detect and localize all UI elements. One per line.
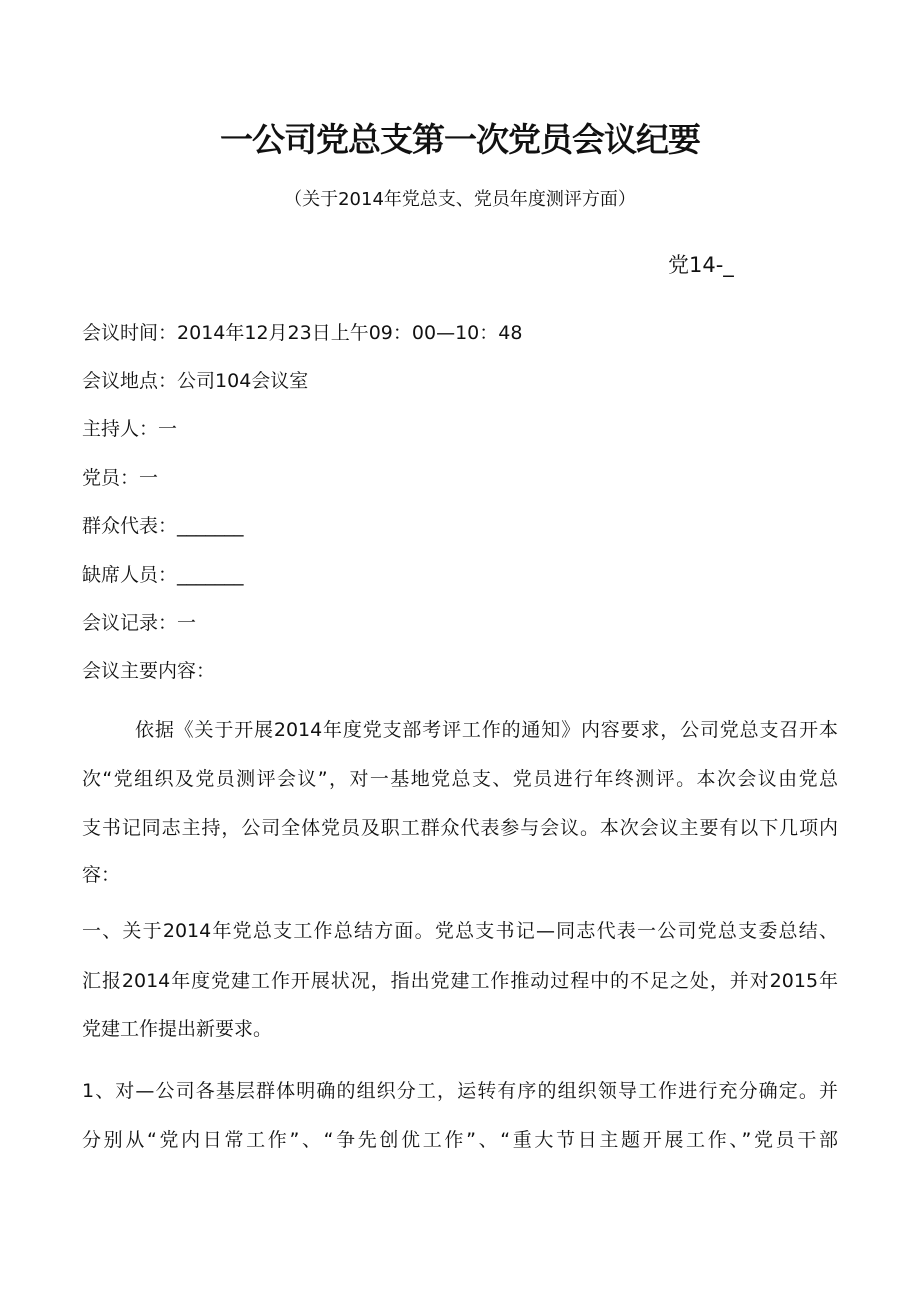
- meeting-time-value: 2014年12月23日上午09：00—10：48: [177, 322, 523, 344]
- meeting-time: [82, 318, 522, 348]
- intro-line: 依据《关于开展2014年度党支部考评工作的通知》内容要求，公司党总支召开本: [135, 719, 838, 741]
- intro-line: 次“党组织及党员测评会议”，对一基地党总支、党员进行年终测评。本次会议由党总: [82, 768, 838, 790]
- section1-line: 党建工作提出新要求。: [82, 1018, 273, 1040]
- meeting-absent: [82, 560, 244, 590]
- document-subtitle: （关于2014年党总支、党员年度测评方面）: [284, 189, 636, 210]
- meeting-host: [82, 414, 177, 444]
- section1-line: 一、关于2014年党总支工作总结方面。党总支书记—同志代表一公司党总支委总结、: [82, 920, 838, 942]
- document-number: 党14-_: [668, 253, 734, 277]
- document-title: 一公司党总支第一次党员会议纪要: [220, 120, 700, 159]
- meeting-host-label: 主持人：: [82, 418, 159, 440]
- meeting-recorder-label: 会议记录：: [82, 612, 178, 634]
- intro-line: 容：: [82, 864, 121, 886]
- meeting-representatives: [82, 511, 244, 541]
- meeting-members-label: 党员：: [82, 467, 140, 489]
- meeting-place-value: 公司104会议室: [177, 370, 309, 392]
- meeting-time-label: 会议时间：: [82, 322, 178, 344]
- intro-line: 支书记同志主持，公司全体党员及职工群众代表参与会议。本次会议主要有以下几项内: [82, 817, 838, 839]
- item1-line: 1、对—公司各基层群体明确的组织分工，运转有序的组织领导工作进行充分确定。并: [82, 1080, 838, 1102]
- meeting-place-label: 会议地点：: [82, 370, 178, 392]
- meeting-recorder: [82, 608, 196, 638]
- item1-line: 分别从“党内日常工作”、“争先创优工作”、“重大节日主题开展工作、”党员干部: [82, 1129, 838, 1151]
- meeting-recorder-value: 一: [177, 612, 197, 634]
- meeting-host-value: 一: [158, 418, 178, 440]
- meeting-representatives-value: _______: [177, 515, 244, 537]
- meeting-absent-label: 缺席人员：: [82, 564, 178, 586]
- meeting-representatives-label: 群众代表：: [82, 515, 178, 537]
- meeting-content-heading: 会议主要内容：: [82, 660, 216, 682]
- meeting-members: [82, 463, 158, 493]
- meeting-absent-value: _______: [177, 564, 244, 586]
- meeting-place: [82, 366, 308, 396]
- section1-line: 汇报2014年度党建工作开展状况，指出党建工作推动过程中的不足之处，并对2015年: [82, 970, 838, 992]
- meeting-members-value: 一: [139, 467, 159, 489]
